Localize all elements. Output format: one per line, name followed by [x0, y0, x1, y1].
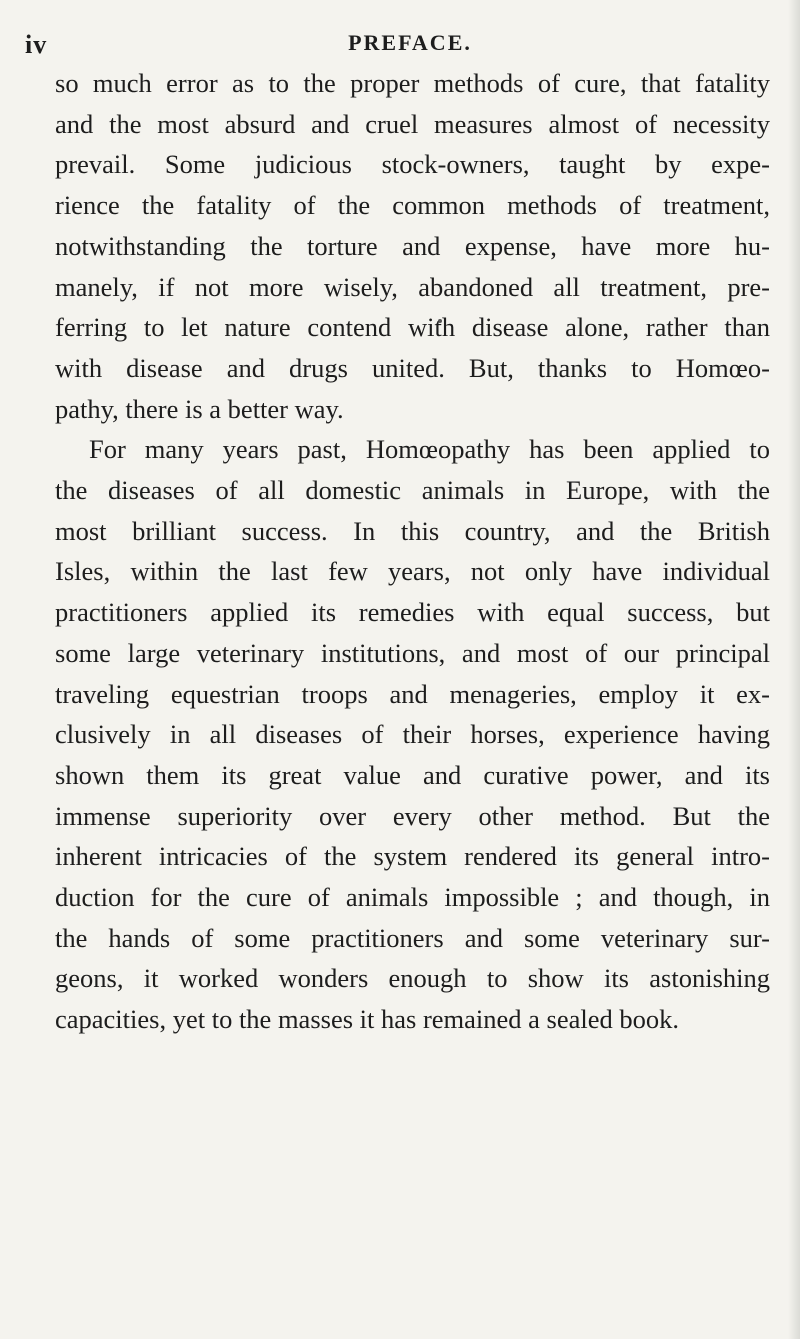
body-text: [55, 63, 770, 1040]
text-line: rience the fatality of the common methods of treatment,: [55, 190, 770, 221]
text-line: ferring to let nature contend with disease alone, rather than: [55, 312, 770, 343]
text-line: manely, if not more wisely, abandoned all treatment, pre-: [55, 271, 770, 302]
text-line: the diseases of all domestic animals in Europe, with the: [55, 475, 770, 506]
paragraph-1: [55, 63, 770, 429]
text-line: most brilliant success. In this country, and the British: [55, 515, 770, 546]
page-edge-shadow: [788, 0, 800, 1339]
text-line: prevail. Some judicious stock-owners, taught by expe-: [55, 149, 770, 180]
text-line: the hands of some practitioners and some veterinary sur-: [55, 922, 770, 953]
text-line: inherent intricacies of the system rendered its general intro-: [55, 841, 770, 872]
text-line: notwithstanding the torture and expense, have more hu-: [55, 230, 770, 261]
text-line: clusively in all diseases of their horses, experience having: [55, 719, 770, 750]
text-line: so much error as to the proper methods of cure, that fatality: [55, 68, 770, 98]
text-line: duction for the cure of animals impossible ; and though, in: [55, 882, 770, 913]
text-line: For many years past, Homœopathy has been applied to: [89, 434, 770, 465]
text-line: and the most absurd and cruel measures almost of necessity: [55, 108, 770, 139]
text-line: geons, it worked wonders enough to show its astonishing: [55, 963, 770, 994]
text-line: practitioners applied its remedies with equal success, but: [55, 597, 770, 628]
text-line: shown them its great value and curative power, and its: [55, 759, 770, 790]
page-header: [0, 30, 800, 60]
paragraph-2: [55, 429, 770, 1040]
text-line: with disease and drugs united. But, thanks to Homœo-: [55, 352, 770, 383]
page-number: iv: [25, 30, 48, 59]
text-line: pathy, there is a better way.: [55, 393, 344, 424]
text-line: some large veterinary institutions, and most of our principal: [55, 637, 770, 668]
text-line: Isles, within the last few years, not only have individual: [55, 556, 770, 587]
running-head: PREFACE.: [348, 30, 472, 55]
text-line: traveling equestrian troops and menageries, employ it ex-: [55, 678, 770, 709]
text-line: capacities, yet to the masses it has remained a sealed book.: [55, 1004, 680, 1035]
text-line: immense superiority over every other method. But the: [55, 800, 770, 831]
